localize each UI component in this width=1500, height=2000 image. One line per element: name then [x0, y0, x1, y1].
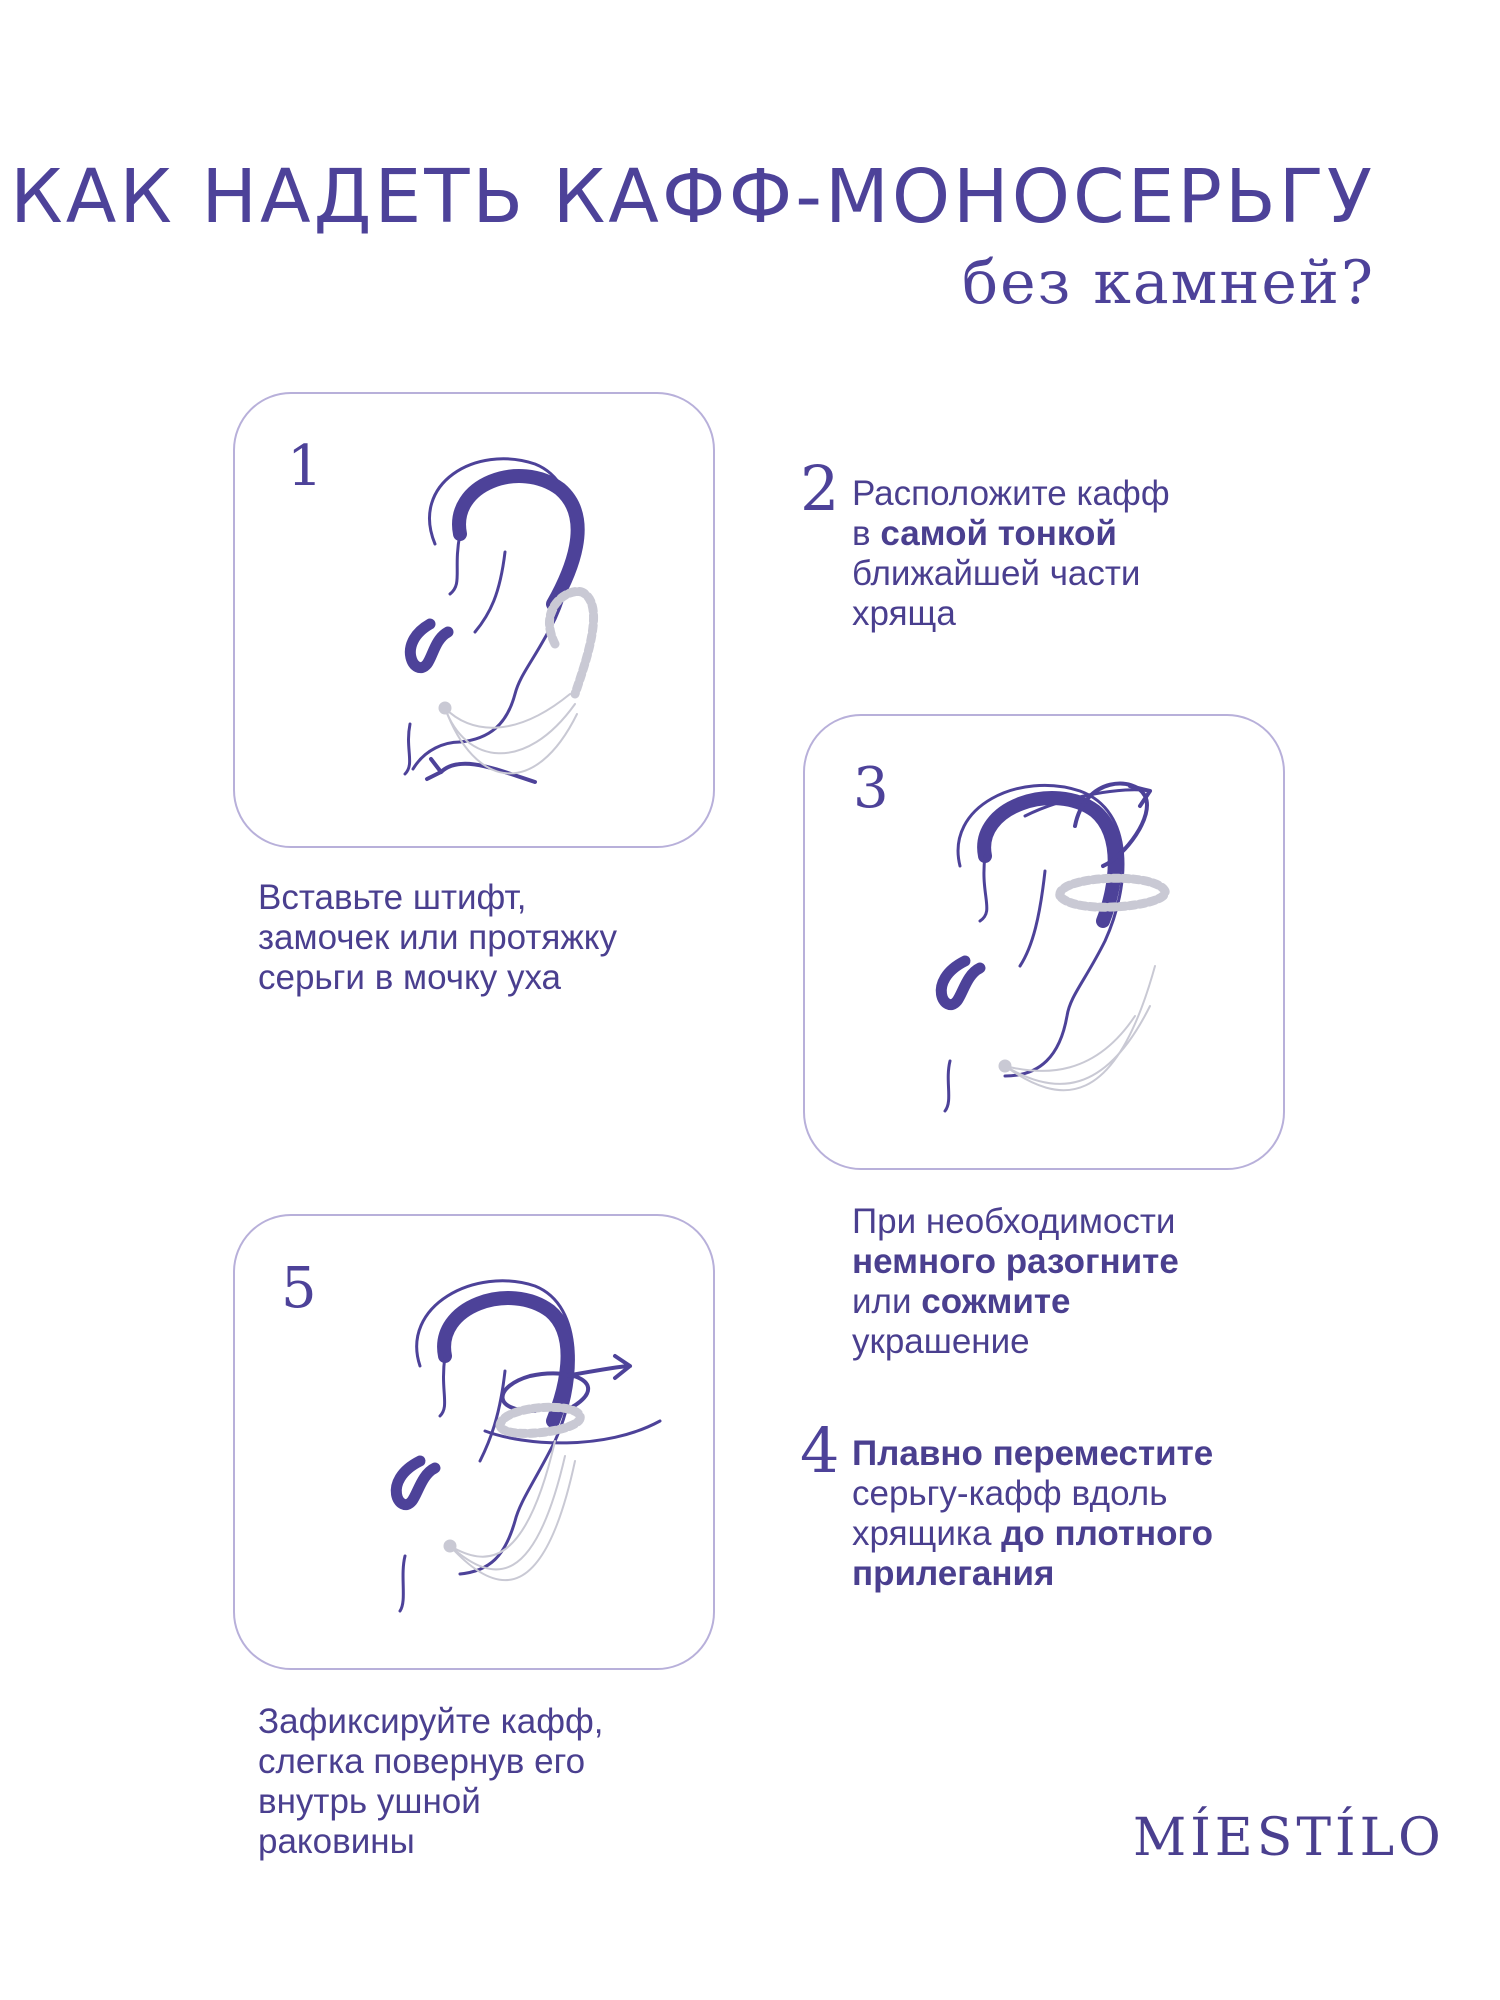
step-1-text	[258, 878, 617, 998]
step-2-emphasis: самой тонкой	[880, 514, 1117, 553]
step-5-line: слегка повернув его	[258, 1742, 586, 1781]
step-2-number: 2	[800, 452, 840, 525]
step-2-line: ближайшей части	[852, 554, 1141, 593]
step-4-line	[852, 1554, 1213, 1594]
step-4-emphasis: Плавно переместите	[852, 1434, 1214, 1473]
step-3-line: украшение	[852, 1322, 1030, 1361]
step-4-emphasis: прилегания	[852, 1554, 1055, 1593]
step-3-line: При необходимости	[852, 1202, 1176, 1241]
step-4-number: 4	[800, 1414, 840, 1487]
step-3-number: 3	[853, 756, 889, 821]
step-4-line: серьгу-кафф вдоль	[852, 1474, 1168, 1513]
step-3-card	[803, 714, 1285, 1170]
step-5-line: раковины	[258, 1822, 415, 1861]
step-1-number: 1	[287, 434, 323, 499]
step-4-text	[852, 1434, 1213, 1594]
step-2-line: в самой тонкой	[852, 514, 1117, 553]
step-3-emphasis: немного разогните	[852, 1242, 1179, 1281]
step-5-card	[233, 1214, 715, 1670]
step-2-line: хряща	[852, 594, 956, 633]
page-subtitle: без камней?	[961, 248, 1375, 318]
step-2-text	[852, 474, 1170, 634]
step-5-line: внутрь ушной	[258, 1782, 481, 1821]
brand-logo: MÍESTÍLO	[1133, 1808, 1445, 1868]
ear-illustration-step-1	[235, 394, 713, 846]
ear-illustration-step-3	[805, 716, 1283, 1168]
step-5-line: Зафиксируйте кафф,	[258, 1702, 604, 1741]
step-1-line: замочек или протяжку	[258, 918, 617, 957]
step-1-line: Вставьте штифт,	[258, 878, 527, 917]
step-4-line	[852, 1434, 1213, 1474]
step-1-line: серьги в мочку уха	[258, 958, 562, 997]
step-2-line: Расположите кафф	[852, 474, 1170, 513]
step-3-line	[852, 1242, 1179, 1282]
step-3-text	[852, 1202, 1179, 1362]
step-1-card	[233, 392, 715, 848]
step-5-text	[258, 1702, 604, 1862]
step-4-line: хрящика до плотного	[852, 1514, 1214, 1553]
page-title: КАК НАДЕТЬ КАФФ-МОНОСЕРЬГУ	[10, 154, 1375, 240]
step-3-emphasis: сожмите	[921, 1282, 1071, 1321]
step-4-emphasis: до плотного	[1001, 1514, 1214, 1553]
step-3-line: или сожмите	[852, 1282, 1071, 1321]
ear-illustration-step-5	[235, 1216, 713, 1668]
step-5-number: 5	[281, 1256, 317, 1321]
